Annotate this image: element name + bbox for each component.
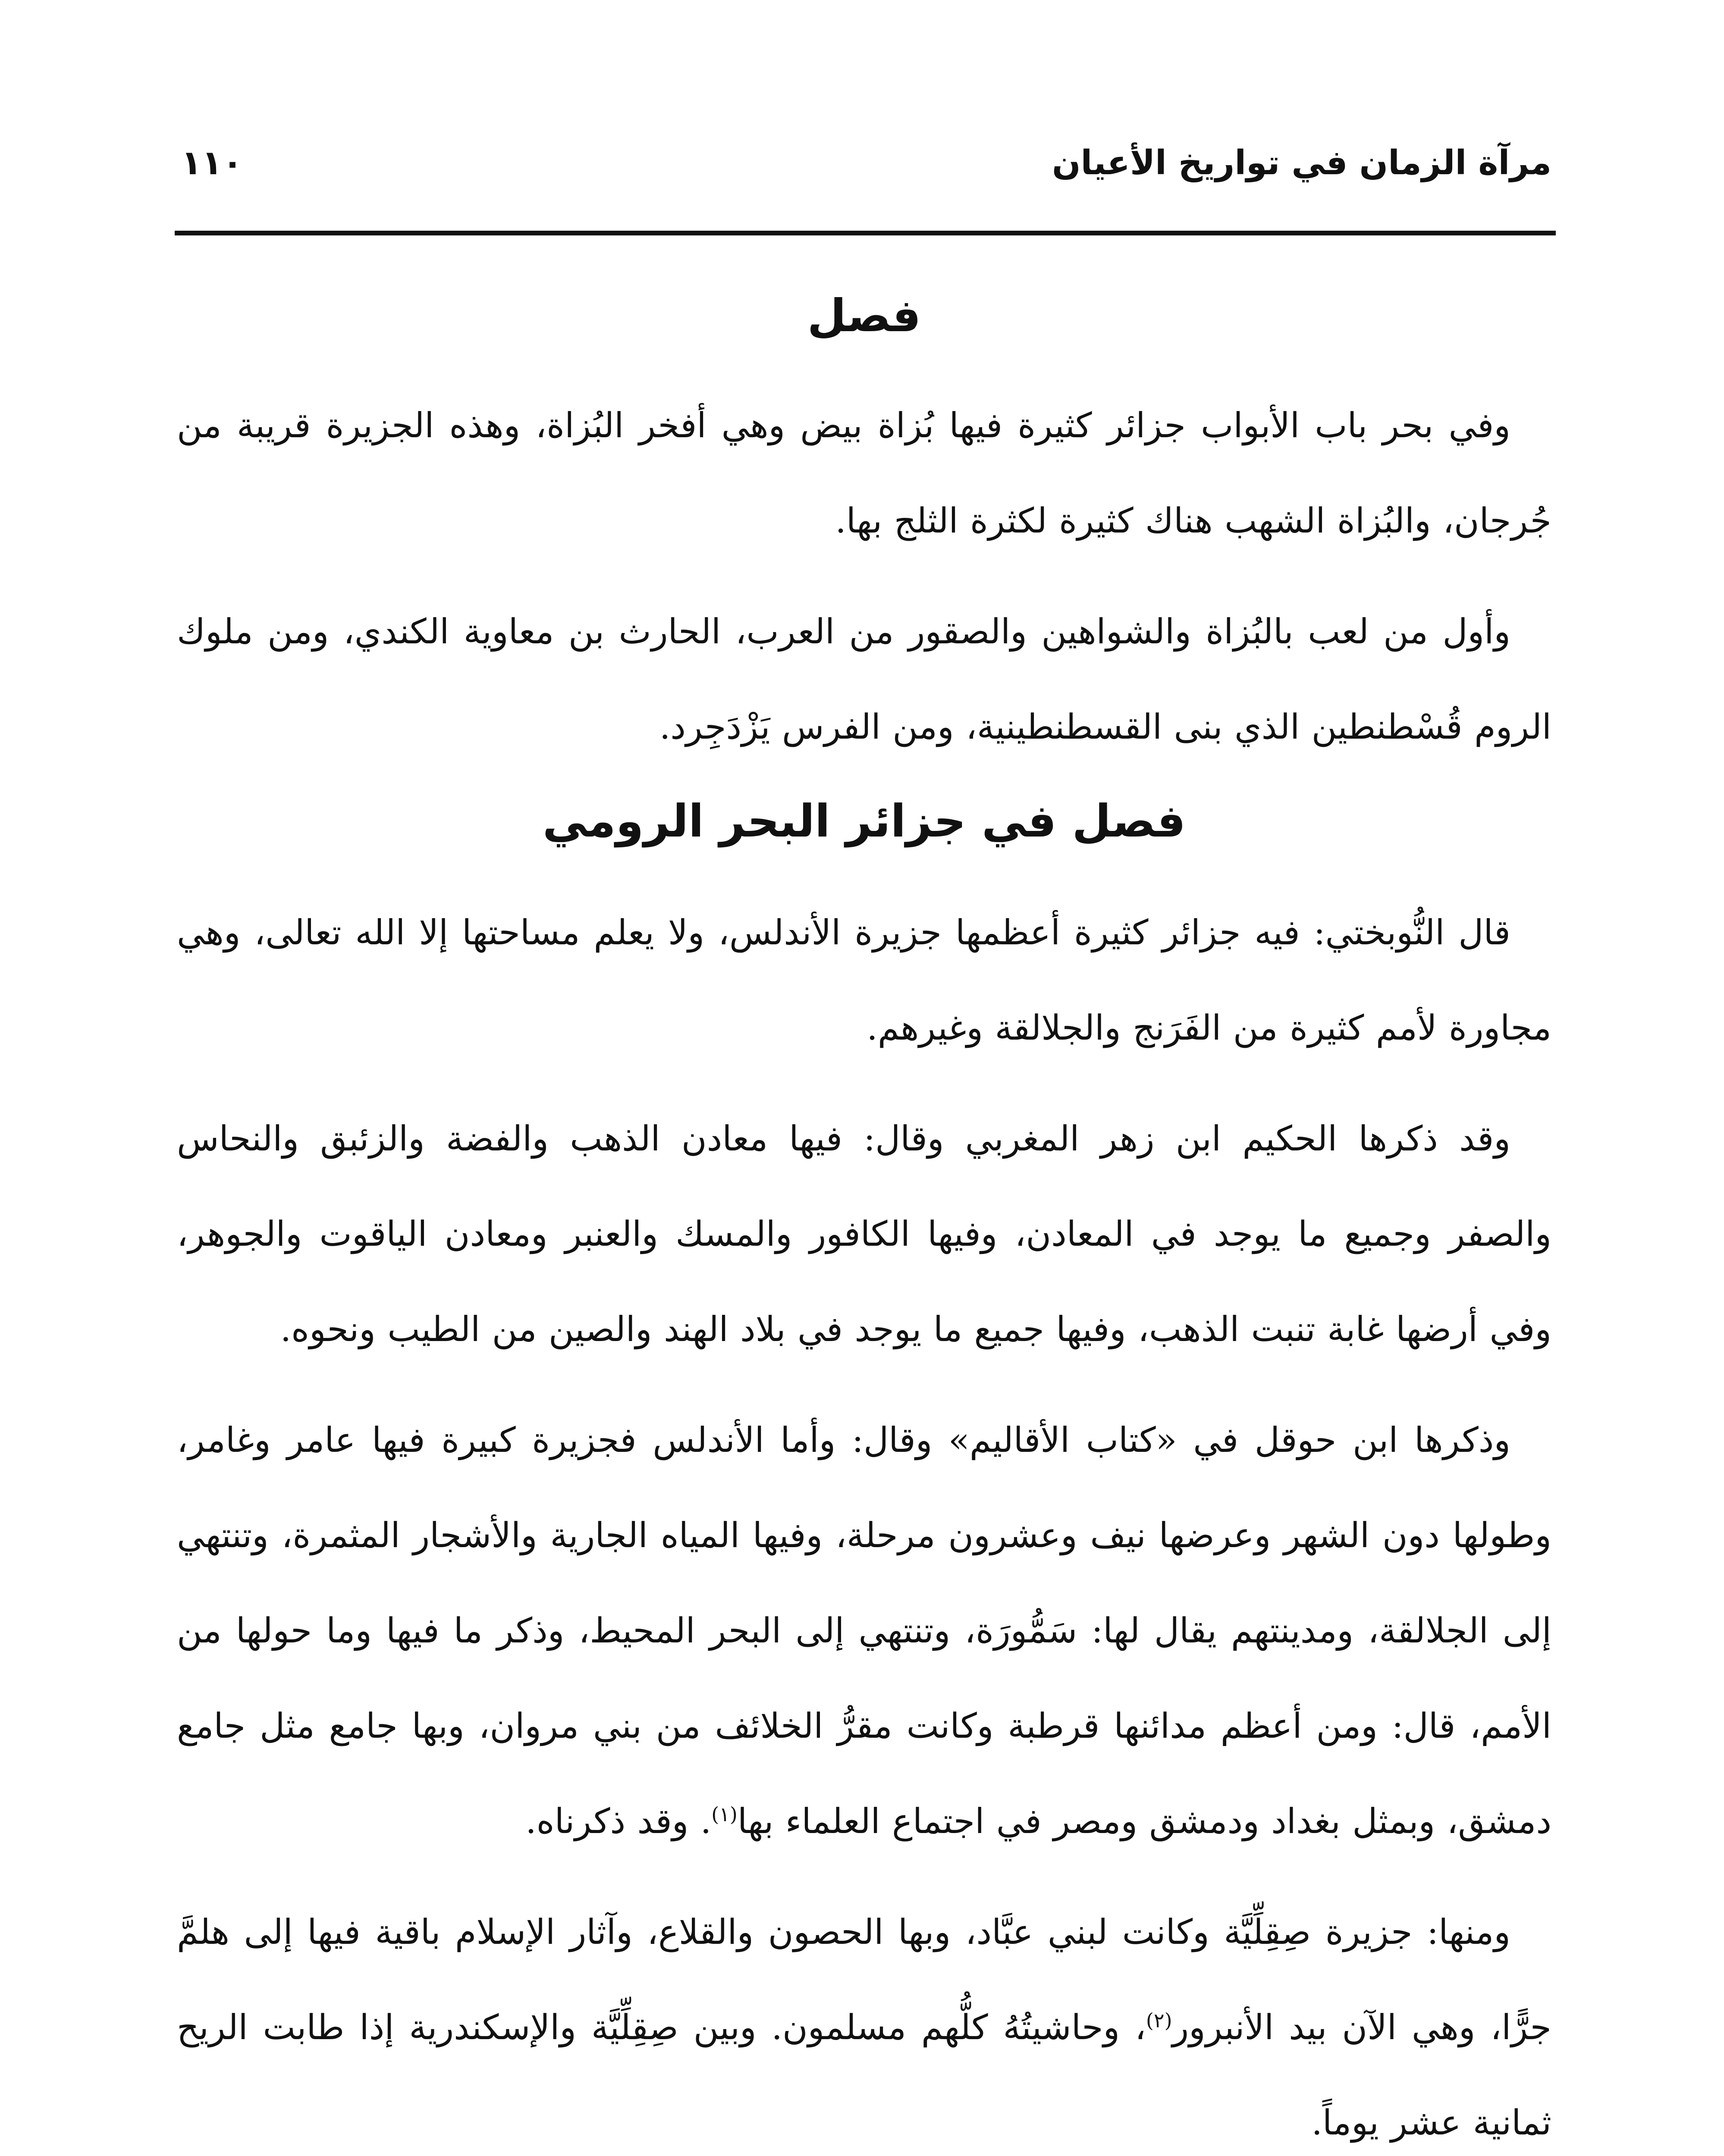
paragraph: وقد ذكرها الحكيم ابن زهر المغربي وقال: فيها معادن الذهب والفضة والزئبق والنحاس والصفر وجميع ما يوجد في المعادن، وفيها الكافور والمسك والعنبر ومعادن الياقوت والجوهر، وفي أرضها غابة تنبت الذهب، وفيها جميع ما يوجد في بلاد الهند والصين من الطيب ونحوه. — [177, 1119, 1551, 1350]
footnote-reference: (١) — [711, 1802, 738, 1826]
running-header — [181, 142, 1551, 216]
paragraph: قال النُّوبختي: فيه جزائر كثيرة أعظمها جزيرة الأندلس، ولا يعلم مساحتها إلا الله تعالى، وهي مجاورة لأمم كثيرة من الفَرَنج والجلالقة وغيرهم. — [177, 912, 1551, 1048]
paragraph — [177, 1884, 1551, 2156]
page-number: ١١٠ — [181, 144, 243, 182]
footnote-reference: (٢) — [1146, 2009, 1172, 2032]
paragraph: وأول من لعب بالبُزاة والشواهين والصقور من العرب، الحارث بن معاوية الكندي، ومن ملوك الروم قُسْطنطين الذي بنى القسطنطينية، ومن الفرس يَزْدَجِرد. — [177, 611, 1551, 747]
header-rule — [175, 231, 1556, 235]
section-heading: فصل في جزائر البحر الرومي — [542, 794, 1186, 847]
paragraph-text: وذكرها ابن حوقل في «كتاب الأقاليم» وقال: وأما الأندلس فجزيرة كبيرة فيها عامر وغامر، وطولها دون الشهر وعرضها نيف وعشرون مرحلة، وفيها المياه الجارية والأشجار المثمرة، وتنتهي إلى الجلالقة، ومدينتهم يقال لها: سَمُّورَة، وتنتهي إلى البحر المحيط، وذكر ما فيها وما حولها من الأمم، قال: ومن أعظم مدائنها قرطبة وكانت مقرُّ الخلائف من بني مروان، وبها جامع مثل جامع دمشق، وبمثل بغداد ودمشق ومصر في اجتماع العلماء بها — [177, 1420, 1552, 1842]
paragraph — [177, 1392, 1551, 1869]
paragraph-text: ومنها: جزيرة صِقِلِّيَّة وكانت لبني عبَّاد، وبها الحصون والقلاع، وآثار الإسلام باقية فيها إلى هلمَّ جرًّا، وهي الآن بيد الأنبرور — [177, 1912, 1552, 2048]
running-title: مرآة الزمان في تواريخ الأعيان — [1052, 144, 1551, 182]
paragraph-text: ، وحاشيتُهُ كلُّهم مسلمون. وبين صِقِلِّيَّة والإسكندرية إذا طابت الريح ثمانية عشر يوماً. — [177, 2007, 1551, 2143]
paragraph: وفي بحر باب الأبواب جزائر كثيرة فيها بُزاة بيض وهي أفخر البُزاة، وهذه الجزيرة قريبة من جُرجان، والبُزاة الشهب هناك كثيرة لكثرة الثلج بها. — [177, 405, 1551, 541]
paragraph-text: . وقد ذكرناه. — [525, 1801, 712, 1842]
main-text — [177, 276, 1551, 2156]
section-heading: فصل — [807, 289, 921, 342]
